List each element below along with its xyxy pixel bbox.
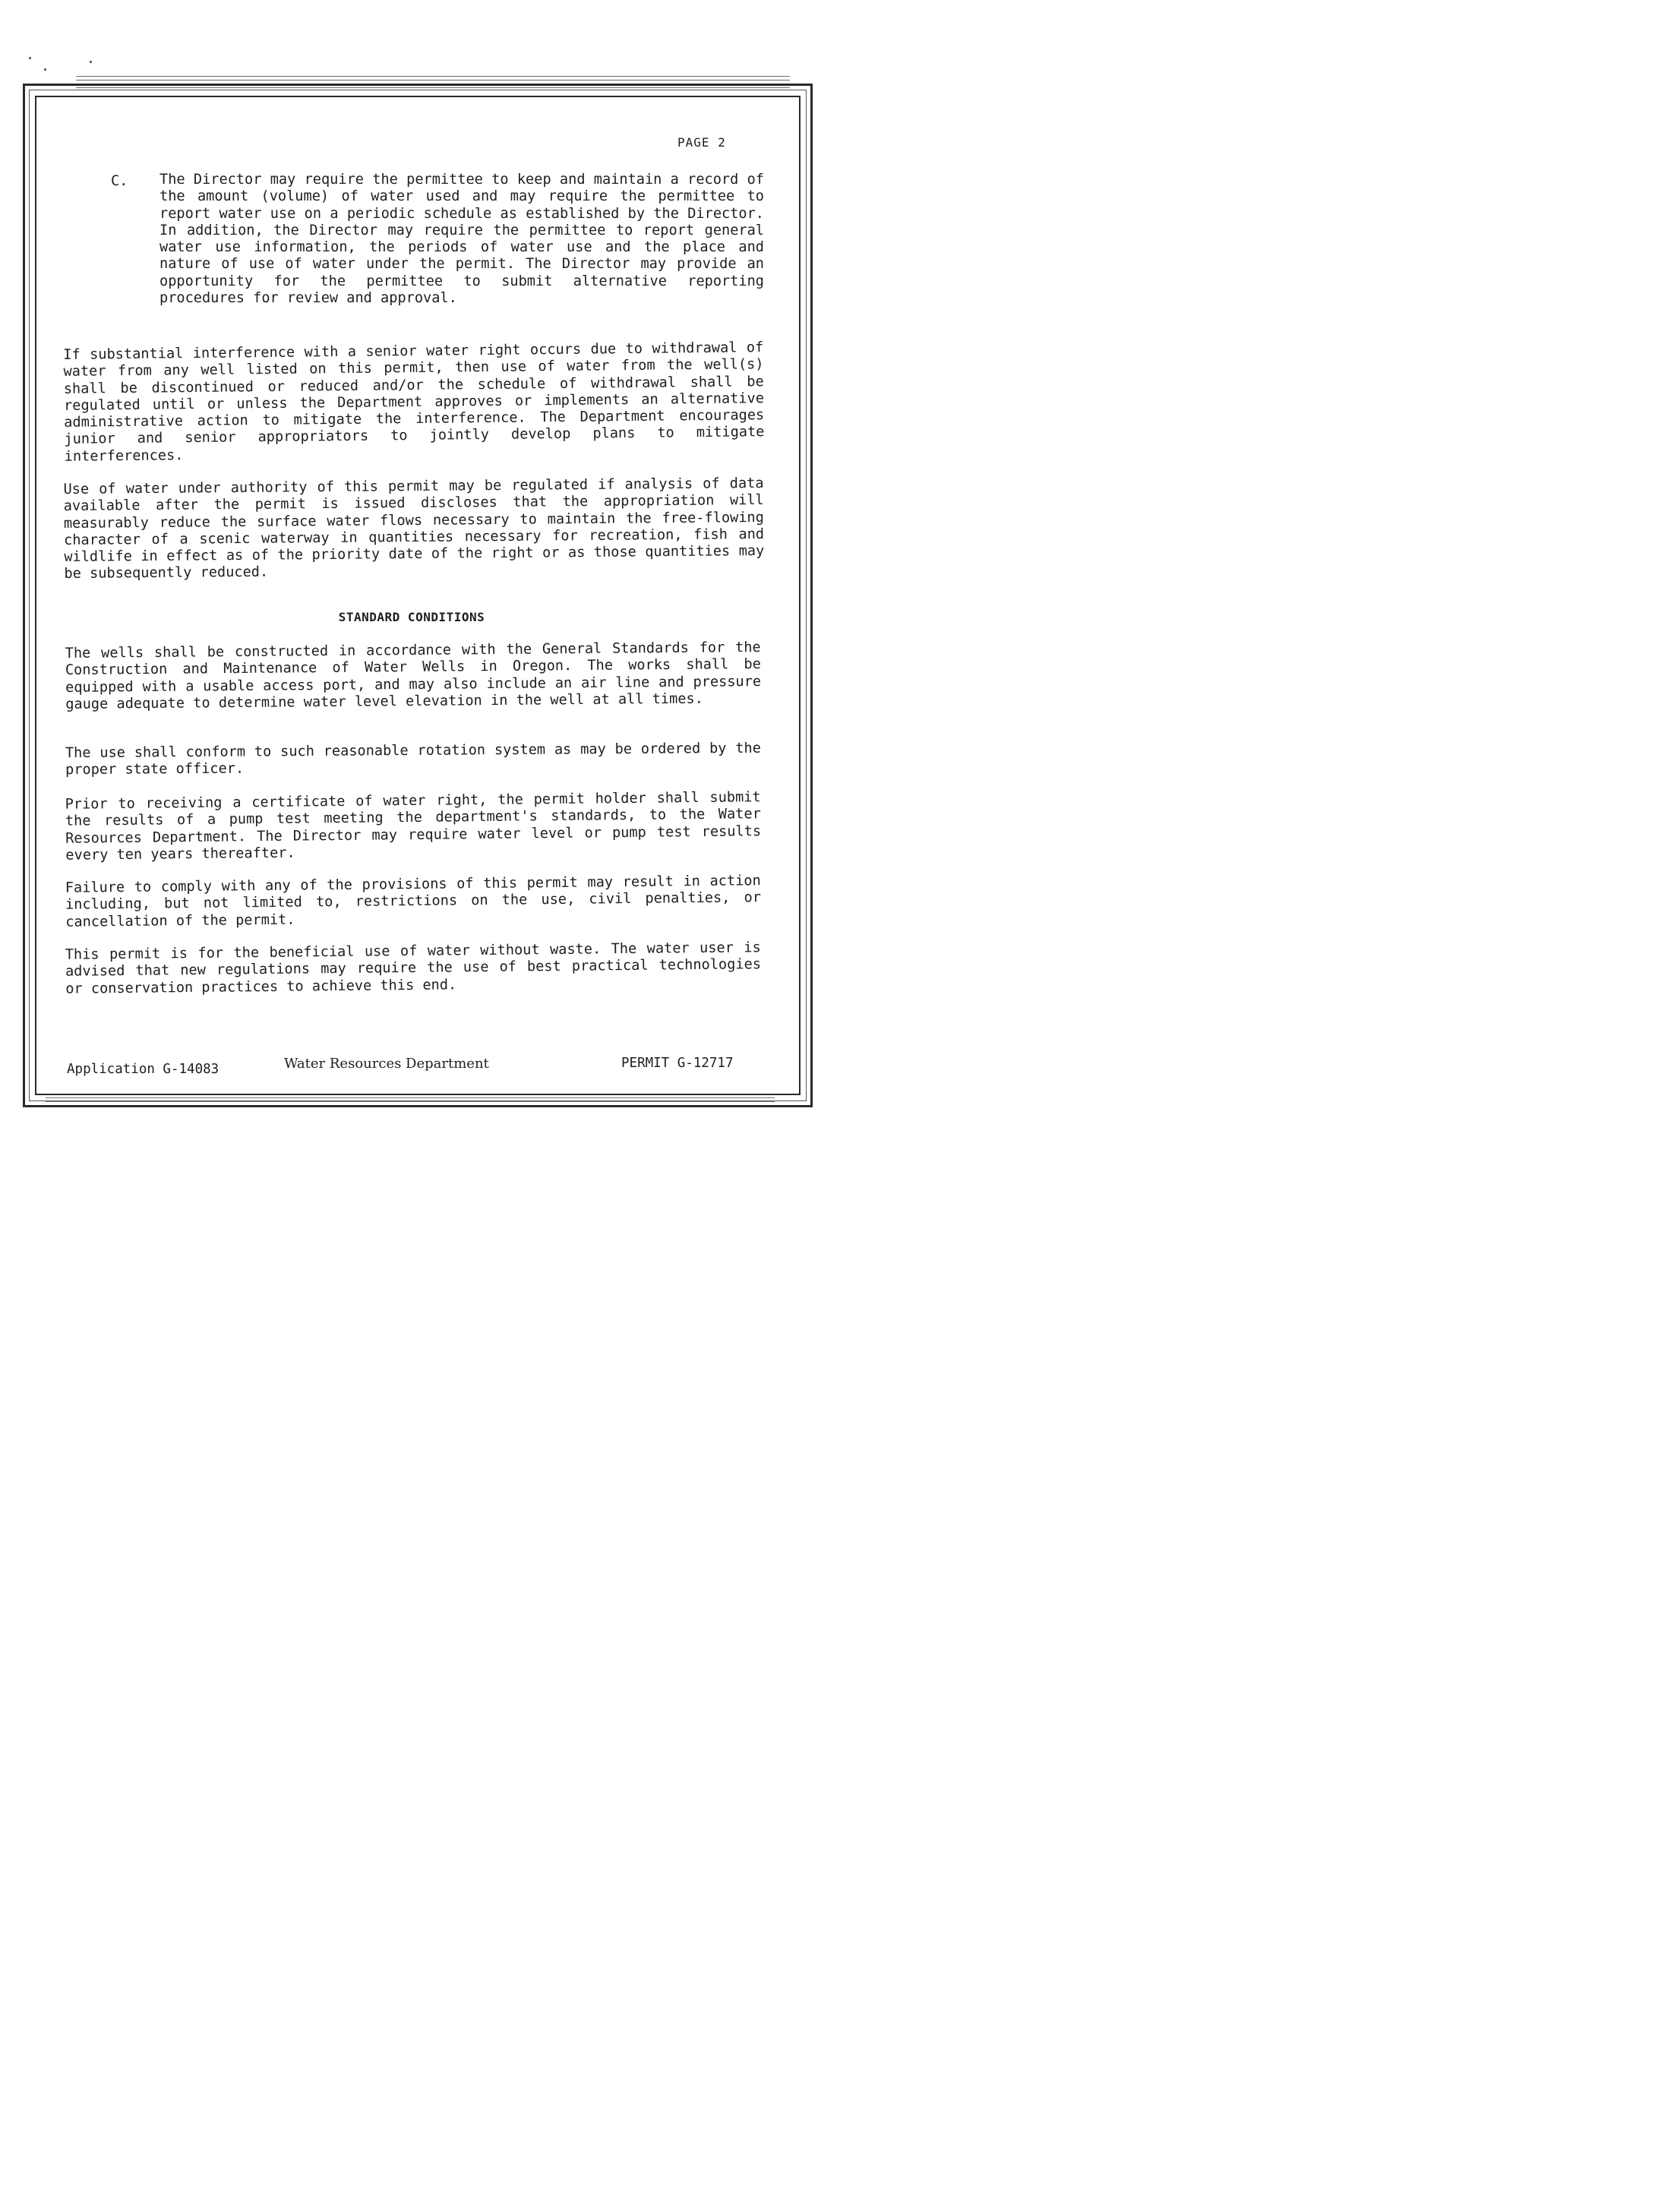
footer-department: Water Resources Department [284,1056,489,1072]
pump-test-condition-paragraph: Prior to receiving a certificate of water right, the permit holder shall submit the results of a pump test meeting the department's standards, to the Water Resources Department. The Director may require water level or pump test results every ten years thereafter. [65,789,762,864]
scan-speck [90,61,92,63]
footer-permit-number: PERMIT G-12717 [621,1056,734,1071]
scenic-waterway-paragraph: Use of water under authority of this permit may be regulated if analysis of data available after the permit is issued discloses that the appropriation will measurably reduce the surface water flows necessary to maintain the free-flowing character of a scenic waterway in quantities necessary for recreation, fish and wildlife in effect as of the priority date of the right or as those quantities may be subsequently reduced. [63,475,765,583]
scan-speck [29,57,31,59]
failure-condition-paragraph: Failure to comply with any of the provisions of this permit may result in action including, but not limited to, restrictions on the use, civil penalties, or cancellation of the permit. [65,873,762,930]
standard-conditions-heading: STANDARD CONDITIONS [338,610,485,624]
footer-application-number: Application G-14083 [67,1062,219,1077]
rotation-condition-paragraph: The use shall conform to such reasonable rotation system as may be ordered by the proper state officer. [65,740,761,778]
scan-speck [44,68,46,71]
page-number: PAGE 2 [677,135,726,150]
wells-condition-paragraph: The wells shall be constructed in accordance with the General Standards for the Construction and Maintenance of Water Wells in Oregon. The works shall be equipped with a usable access port, and may also include an air line and pressure gauge adequate to determine water level elevation in the well at all times. [65,639,762,712]
interference-paragraph: If substantial interference with a senior water right occurs due to withdrawal of water from any well listed on this permit, then use of water from the well(s) shall be discontinued or reduced and/or the schedule of withdrawal shall be regulated until or unless the Department approves or implements an alternative administrative action to mitigate the interference. The Department encourages junior and senior appropriators to jointly develop plans to mitigate interferences. [63,339,765,465]
item-c-paragraph: The Director may require the permittee to keep and maintain a record of the amount (volume) of water used and may require the permittee to report water use on a periodic schedule as established by the Director. In addition, the Director may require the permittee to report general water use information, the periods of water use and the place and nature of use of water under the permit. The Director may provide an opportunity for the permittee to submit alternative reporting procedures for review and approval. [159,172,764,307]
bottom-decorative-rule [46,1094,775,1104]
beneficial-use-paragraph: This permit is for the beneficial use of water without waste. The water user is advised that new regulations may require the use of best practical technologies or conservation practices to achieve this end. [65,939,762,997]
item-c-letter: C. [111,173,128,189]
